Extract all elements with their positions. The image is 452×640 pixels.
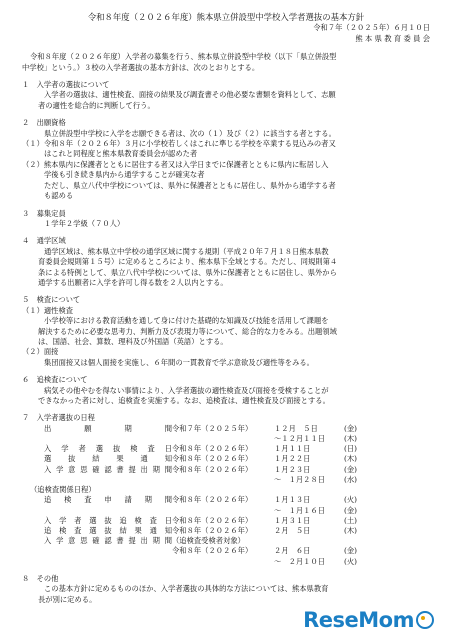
- schedule-weekday: (土): [344, 515, 357, 525]
- schedule-table: [22, 424, 430, 485]
- schedule-label: [22, 546, 172, 556]
- schedule-year: （追検査受検者対象）: [172, 536, 245, 546]
- schedule-label-text: [44, 434, 172, 444]
- schedule-label-text: [44, 557, 172, 567]
- schedule-label-text: 入学者選抜検査日: [44, 444, 172, 454]
- schedule-year: [172, 475, 274, 485]
- schedule-weekday: (火): [344, 556, 357, 566]
- section-line: できなかった者に対し、追検査を実施する。なお、追検査は、適性検査及び面接とする。: [38, 396, 330, 405]
- section-capacity: [22, 209, 430, 230]
- schedule-date: １月１３日: [274, 495, 311, 505]
- schedule-row: [22, 536, 430, 546]
- schedule-year: 令和８年（２０２６年）: [172, 526, 253, 536]
- section-eligibility: [22, 118, 430, 201]
- schedule-date: １２月 ５日: [274, 423, 318, 433]
- schedule-label-text: 追検査申請期間: [44, 495, 172, 505]
- schedule-row: [22, 475, 430, 485]
- schedule-label-text: 追検査選抜結果通知: [44, 526, 172, 536]
- schedule-subheading: （追検査関係日程）: [30, 485, 96, 495]
- schedule-row: [22, 516, 430, 526]
- schedule-row: [22, 444, 430, 454]
- section-line: 病気その他やむを得ない事情により、入学者選抜の適性検査及び面接を受検することが: [44, 385, 329, 395]
- schedule-year: [172, 506, 274, 516]
- schedule-label-text: 入学者選抜追検査日: [44, 515, 172, 525]
- document-title: 令和８年度（２０２６年度）熊本県立併設型中学校入学者選抜の基本方針: [87, 12, 365, 22]
- schedule-label: [22, 465, 172, 475]
- schedule-weekday: (水): [344, 474, 357, 484]
- schedule-year: 令和８年（２０２６年）: [172, 454, 253, 464]
- schedule-row: [22, 557, 430, 567]
- section-heading: ３ 募集定員: [22, 208, 66, 218]
- schedule-date: [274, 536, 344, 546]
- section-line: 育委員会規則第１５号）に定めるところにより、熊本県下全域とする。ただし、同規則第４: [38, 257, 338, 267]
- schedule-year: 令和８年（２０２６年）: [172, 444, 253, 454]
- section-line: 解決するために必要な思考力、判断力及び表現力等について、総合的な力をみる。出題領域: [38, 326, 337, 336]
- schedule-year: 令和８年（２０２６年）: [172, 464, 253, 474]
- intro-line: 令和８年度（２０２６年度）入学者の募集を行う、熊本県立併設型中学校（以下「県立併設型: [30, 52, 337, 62]
- schedule-date: １月１１日: [274, 444, 311, 454]
- schedule-label: [22, 526, 172, 536]
- schedule-weekday: [344, 536, 369, 546]
- schedule-date: ２月 ６日: [274, 546, 311, 556]
- document-date: 令和７年（２０２５年）６月１０日: [313, 23, 430, 33]
- section-examination: [22, 295, 430, 368]
- schedule-weekday: (金): [344, 423, 357, 433]
- schedule-row: [22, 424, 430, 434]
- schedule-label: [22, 516, 172, 526]
- schedule-date: ～ ２月１０日: [274, 556, 326, 566]
- schedule-label-text: [44, 475, 172, 485]
- section-line: 条による特例として、県立八代中学校については、県外に保護者とともに居住し、県外から: [38, 267, 337, 277]
- section-heading: ４ 通学区域: [22, 236, 66, 246]
- schedule-date: ～ １月２８日: [274, 474, 326, 484]
- section-line: １学年２学級（７０人）: [44, 218, 125, 228]
- section-heading: ６ 追検査について: [22, 375, 88, 385]
- schedule-date: ～ １月１６日: [274, 505, 326, 515]
- section-line: （１）令和８年（２０２６年）３月に小学校若しくはこれに準じる学校を卒業する見込みの者又: [22, 139, 336, 149]
- section-line: 県立併設型中学校に入学を志願できる者は、次の（１）及び（２）に該当する者とする。: [44, 128, 336, 138]
- schedule-label-text: [44, 546, 172, 556]
- logo-mark-icon: [416, 611, 434, 629]
- schedule-year: 令和８年（２０２６年）: [172, 495, 253, 505]
- section-line: は、国語、社会、算数、理科及び外国語（英語）とする。: [38, 336, 228, 346]
- schedule-row: [22, 465, 430, 475]
- subsection-heading: （１）適性検査: [22, 305, 74, 315]
- schedule-weekday: (金): [344, 546, 357, 556]
- schedule-weekday: (金): [344, 464, 357, 474]
- schedule-label: [22, 536, 172, 546]
- section-line: 通学区域は、熊本県立中学校の通学区域に関する規則（平成２０年７月１８日熊本県教: [44, 246, 329, 256]
- schedule-date: １月３１日: [274, 515, 311, 525]
- section-line: 入学者の選抜は、適性検査、面接の結果及び調査書その他必要な書類を資料として、志願: [44, 90, 336, 100]
- schedule-label-text: 入学意思確認書提出期間: [44, 536, 172, 546]
- schedule-row: [22, 526, 430, 536]
- section-line: 長が別に定める。: [38, 594, 97, 604]
- schedule-year: 令和７年（２０２５年）: [172, 423, 253, 433]
- section-heading: ８ その他: [22, 573, 59, 583]
- schedule-label-text: 入学意思確認書提出期間: [44, 464, 172, 474]
- schedule-label: [22, 434, 172, 444]
- schedule-date: １月２２日: [274, 454, 311, 464]
- section-other: [22, 574, 430, 605]
- resemom-logo: [303, 608, 434, 632]
- subsection-heading: （２）面接: [22, 347, 59, 357]
- schedule-row: [22, 506, 430, 516]
- section-line: 小学校等における教育活動を通して身に付けた基礎的な知識及び技能を活用して課題を: [44, 316, 329, 326]
- schedule-year: 令和８年（２０２６年）: [172, 546, 253, 556]
- document-issuer: 熊 本 県 教 育 委 員 会: [355, 33, 430, 43]
- section-line: （２）熊本県内に保護者とともに居住する者又は入学日までに保護者とともに県内に転居し入: [22, 159, 329, 169]
- schedule-weekday: (日): [344, 444, 357, 454]
- section-line: 集団面接又は個人面接を実施し、６年間の一貫教育で学ぶ意欲及び適性等をみる。: [44, 357, 314, 367]
- section-heading: １ 入学者の選抜について: [22, 80, 110, 90]
- schedule-label: [22, 506, 172, 516]
- section-line: 者の適性を総合的に判断して行う。: [38, 100, 155, 110]
- section-district: [22, 236, 430, 288]
- section-line: ただし、県立八代中学校については、県外に保護者とともに居住し、県外から通学する者: [44, 180, 336, 190]
- intro-line: 中学校」という。）３校の入学者選抜の基本方針は、次のとおりとする。: [22, 62, 260, 72]
- schedule-year: [172, 434, 274, 444]
- schedule-label-text: [44, 506, 172, 516]
- schedule-row: [22, 454, 430, 464]
- schedule-label: [22, 424, 172, 434]
- section-selection: [22, 80, 430, 111]
- schedule-label: [22, 454, 172, 464]
- schedule-weekday: (火): [344, 495, 357, 505]
- section-line: はこれと同程度と熊本県教育委員会が認めた者: [44, 149, 198, 159]
- schedule-label: [22, 495, 172, 505]
- makeup-schedule-table: [22, 495, 430, 566]
- schedule-label: [22, 557, 172, 567]
- section-heading: ５ 検査について: [22, 295, 81, 305]
- section-makeup-exam: [22, 375, 430, 406]
- section-heading: ２ 出願資格: [22, 118, 66, 128]
- schedule-label: [22, 444, 172, 454]
- schedule-weekday: (木): [344, 526, 357, 536]
- schedule-date: １月２３日: [274, 464, 311, 474]
- schedule-label: [22, 475, 172, 485]
- schedule-weekday: (木): [344, 434, 357, 444]
- section-line: この基本方針に定めるもののほか、入学者選抜の具体的な方法については、熊本県教育: [44, 584, 329, 594]
- schedule-date: ～１２月１１日: [274, 434, 326, 444]
- section-line: 学後も引き続き県内から通学することが確実な者: [44, 170, 205, 180]
- section-line: 通学する出願者に入学を許可し得る数を２人以内とする。: [38, 277, 228, 287]
- schedule-row: [22, 434, 430, 444]
- schedule-year: 令和８年（２０２６年）: [172, 515, 253, 525]
- section-heading: ７ 入学者選抜の日程: [22, 413, 95, 423]
- schedule-row: [22, 495, 430, 505]
- section-line: も認める: [44, 191, 74, 201]
- schedule-weekday: (木): [344, 454, 357, 464]
- schedule-label-text: 選抜結果通知: [44, 454, 172, 464]
- schedule-label-text: 出願期間: [44, 423, 172, 433]
- logo-text: ReseMom: [303, 608, 414, 632]
- intro-paragraph: [22, 52, 430, 73]
- schedule-weekday: (金): [344, 505, 357, 515]
- section-schedule: [22, 413, 430, 566]
- schedule-date: ２月 ５日: [274, 526, 311, 536]
- schedule-year: [172, 557, 274, 567]
- schedule-row: [22, 546, 430, 556]
